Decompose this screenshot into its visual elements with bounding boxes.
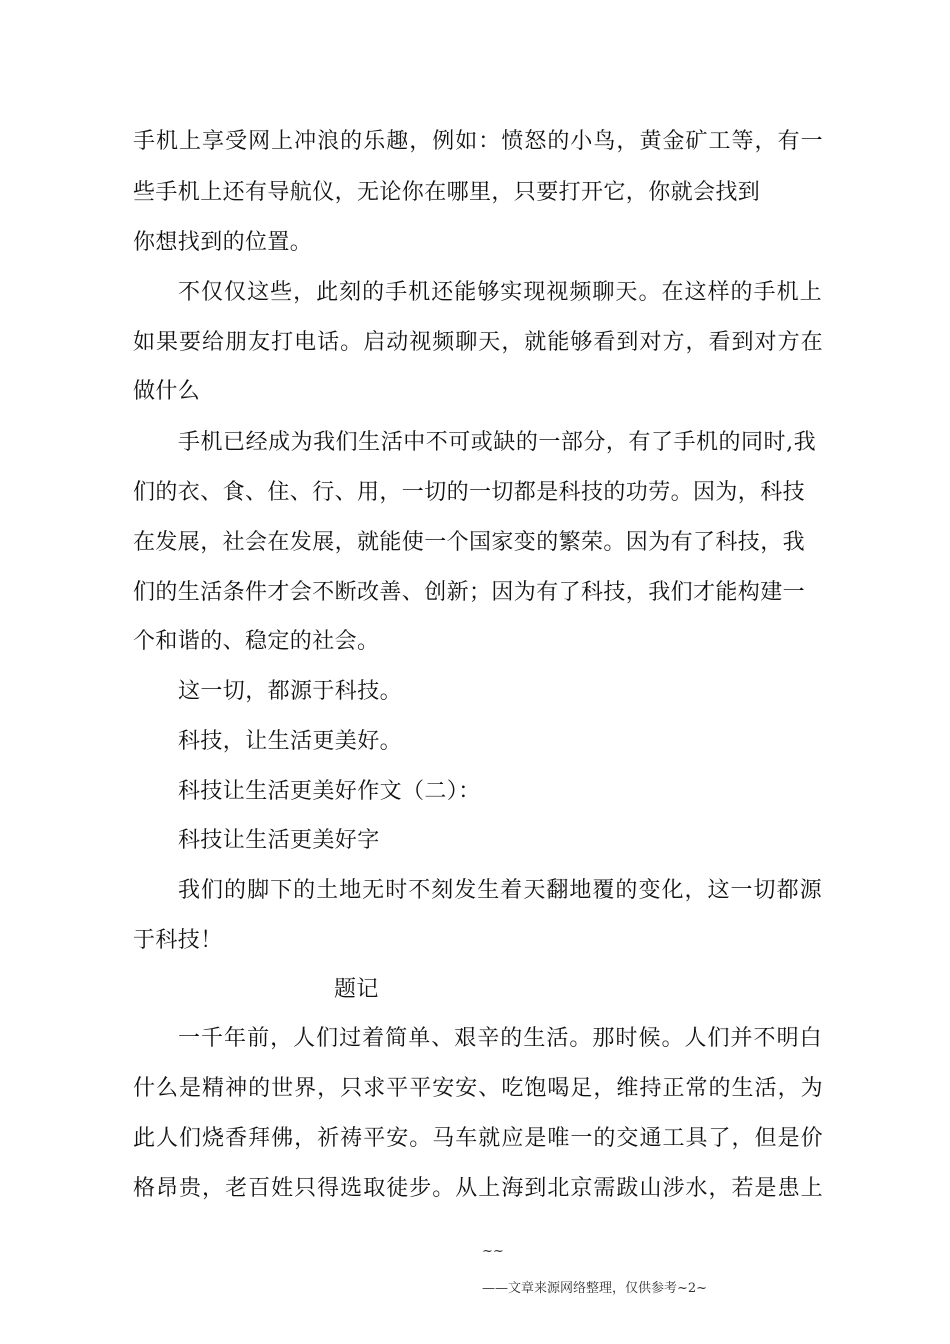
paragraph-3-line-1: 手机已经成为我们生活中不可或缺的一部分，有了手机的同时,我 [178,430,816,455]
paragraph-1-line-3: 你想找到的位置。 [133,230,313,255]
paragraph-final-line-1: 一千年前，人们过着简单、艰辛的生活。那时候。人们并不明白 [178,1026,822,1051]
paragraph-final-line-3: 此人们烧香拜佛，祈祷平安。马车就应是唯一的交通工具了，但是价 [133,1126,823,1151]
paragraph-final-line-2: 什么是精神的世界，只求平平安安、吃饱喝足，维持正常的生活，为 [133,1076,823,1101]
paragraph-3-line-4: 们的生活条件才会不断改善、创新；因为有了科技，我们才能构建一 [133,580,806,605]
paragraph-2-line-2: 如果要给朋友打电话。启动视频聊天，就能够看到对方，看到对方在 [133,330,823,355]
paragraph-5: 科技，让生活更美好。 [178,729,403,754]
paragraph-3-line-3: 在发展，社会在发展，就能使一个国家变的繁荣。因为有了科技，我 [133,530,806,555]
paragraph-final-line-4: 格昂贵，老百姓只得选取徒步。从上海到北京需跋山涉水，若是患上 [133,1176,823,1201]
paragraph-3-line-5: 个和谐的、稳定的社会。 [133,629,380,654]
paragraph-1-line-2: 些手机上还有导航仪，无论你在哪里，只要打开它，你就会找到 [133,180,761,205]
paragraph-4: 这一切，都源于科技。 [178,679,403,704]
essay-title: 科技让生活更美好字 [178,828,380,853]
footer-mark: ~~ [482,1244,504,1259]
footer-source-note: ——文章来源网络整理，仅供参考~2~ [482,1281,708,1296]
paragraph-3-line-2: 们的衣、食、住、行、用，一切的一切都是科技的功劳。因为，科技 [133,480,806,505]
epigraph-label: 题记 [334,977,379,1002]
paragraph-2-line-1: 不仅仅这些，此刻的手机还能够实现视频聊天。在这样的手机上 [178,280,822,305]
paragraph-1-line-1: 手机上享受网上冲浪的乐趣，例如：愤怒的小鸟，黄金矿工等，有一 [133,129,823,154]
section-heading: 科技让生活更美好作文（二）： [178,779,481,804]
epigraph-line-1: 我们的脚下的土地无时不刻发生着天翻地覆的变化，这一切都源 [178,878,822,903]
paragraph-2-line-3: 做什么 [133,379,201,404]
epigraph-line-2: 于科技！ [133,928,223,953]
